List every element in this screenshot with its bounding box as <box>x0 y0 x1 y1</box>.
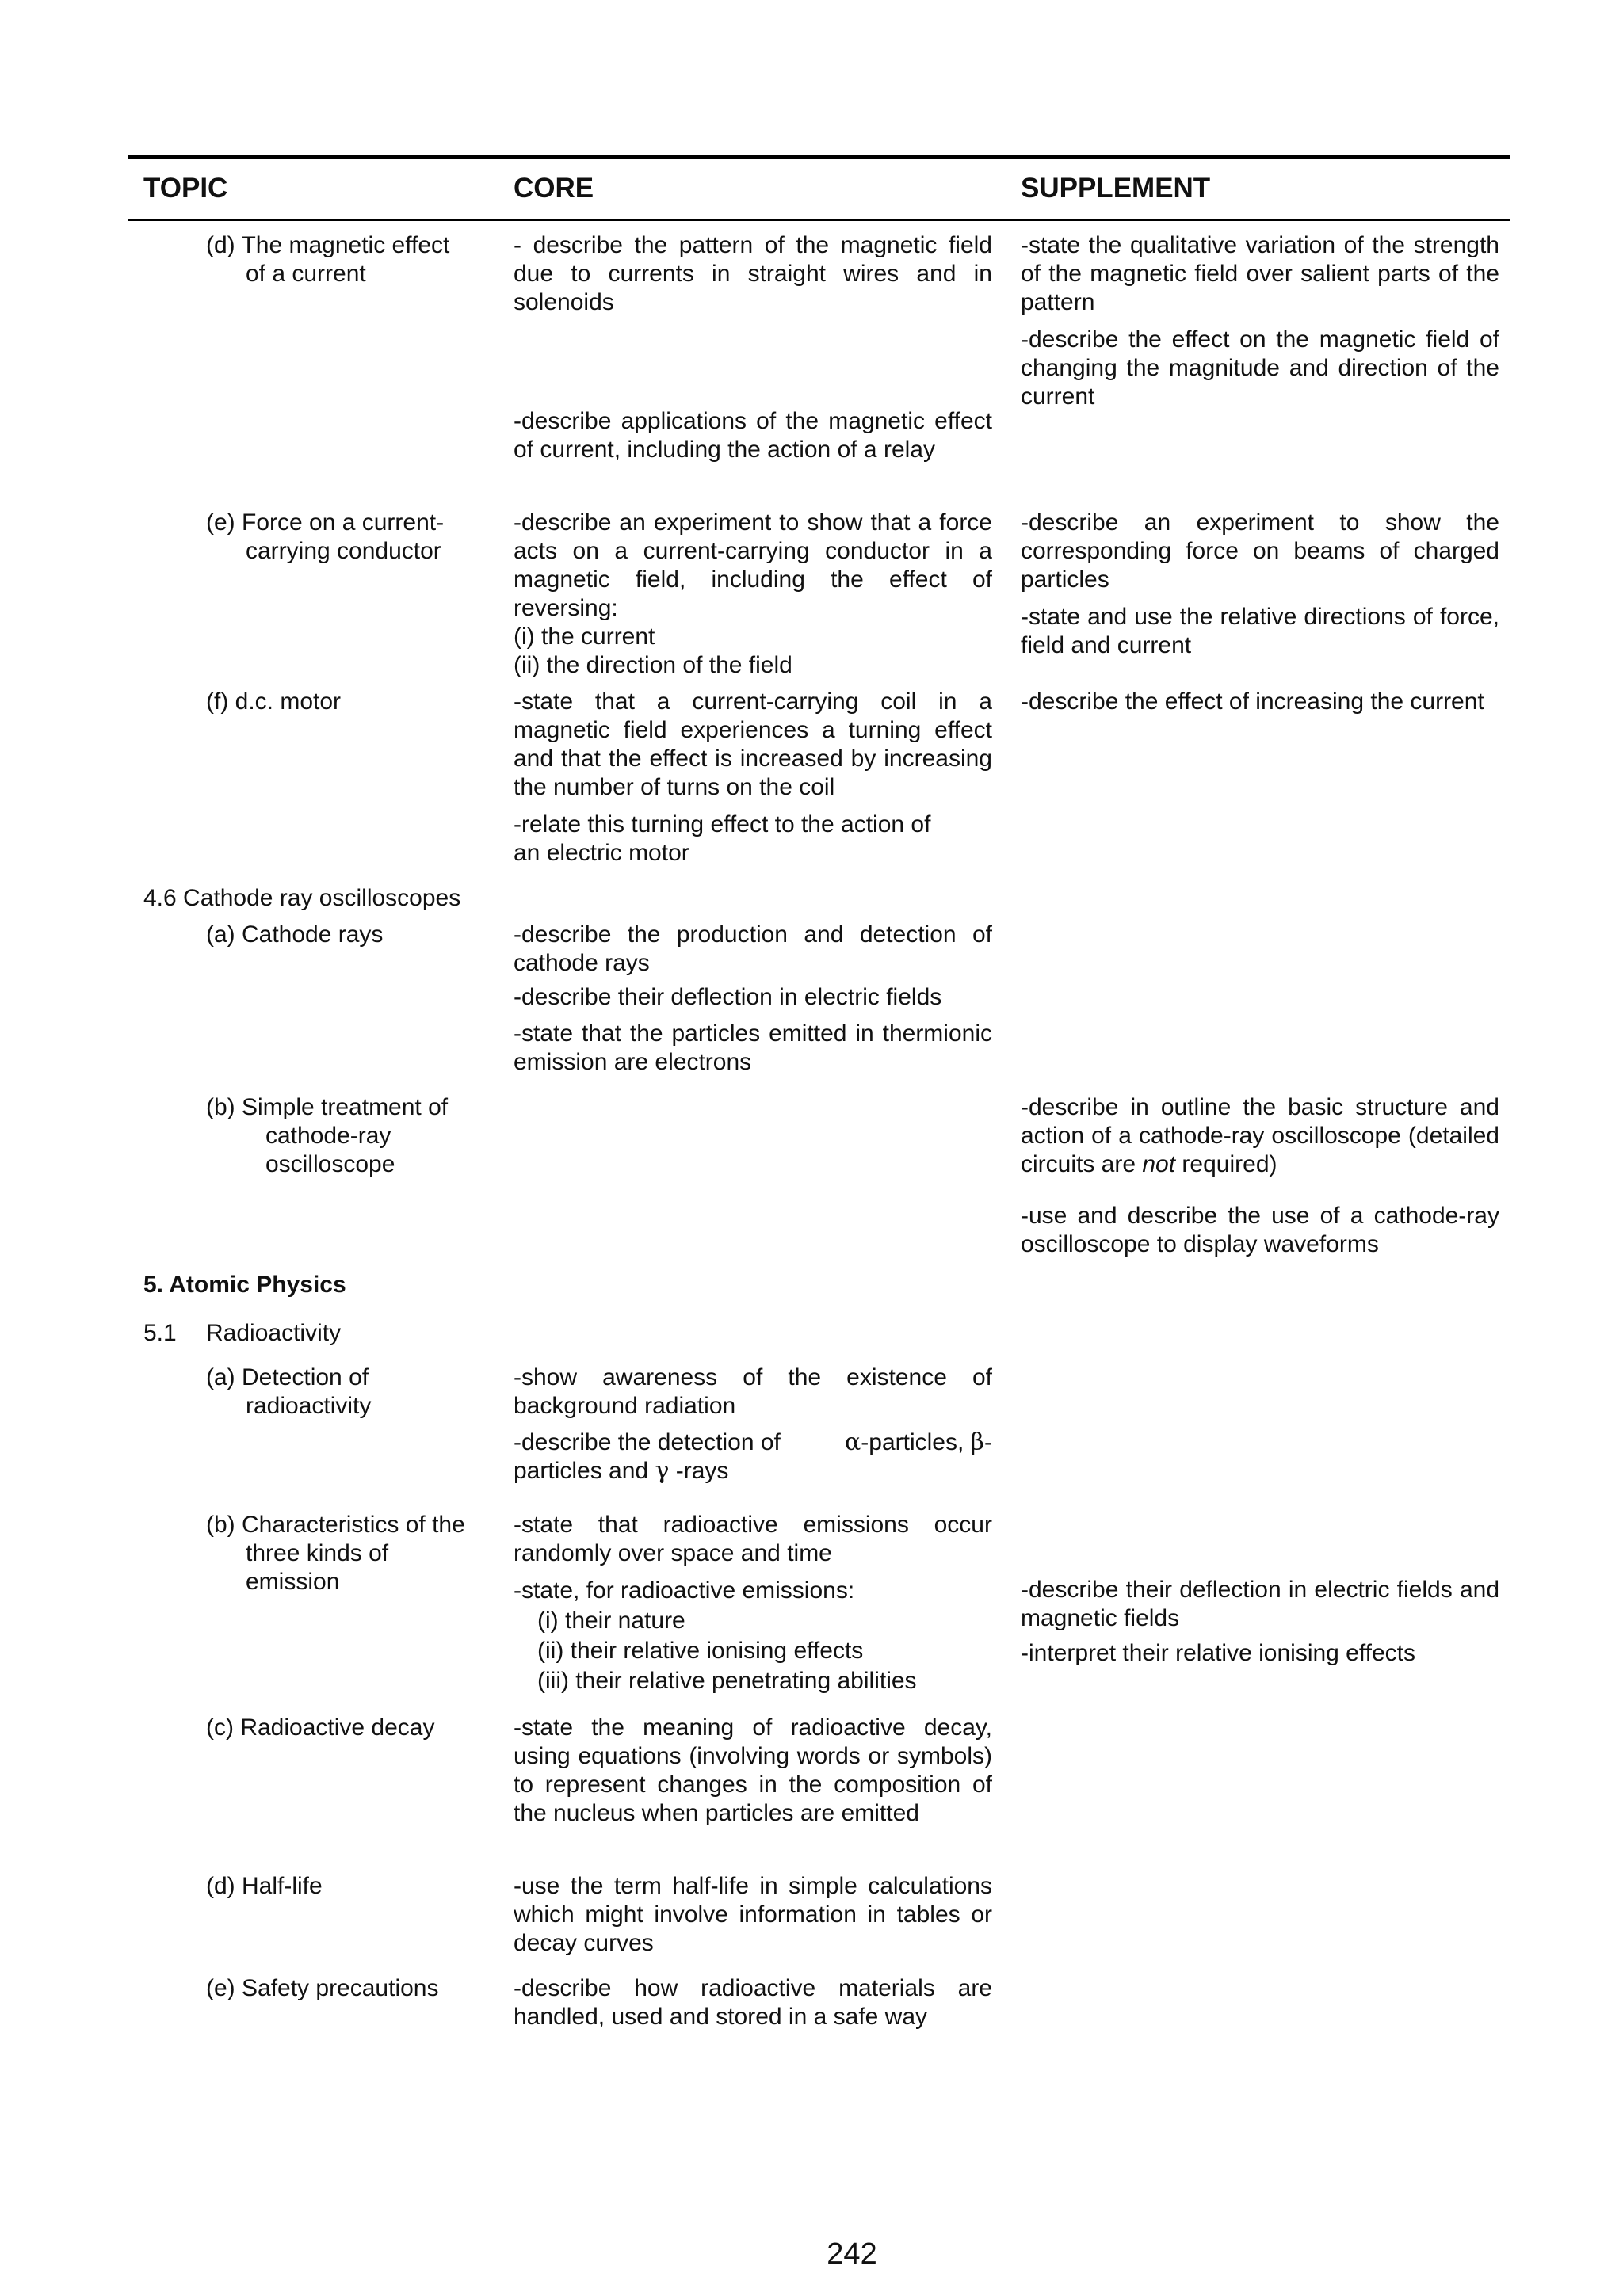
topic-detection-radioactivity: (a) Detection of radioactivity <box>206 1364 372 1419</box>
core-background-radiation: -show awareness of the existence of background radiation <box>514 1364 992 1419</box>
header-core: CORE <box>514 173 594 204</box>
core-detection-particles: -describe the detection of α-particles, β- particles and γ -rays <box>514 1428 992 1485</box>
core-production-detection: -describe the production and detection of cathode rays <box>514 921 992 976</box>
core-random-emissions: -state that radioactive emissions occur randomly over space and time <box>514 1512 992 1566</box>
topic-simple-treatment-cro: (b) Simple treatment of cathode-ray oscilloscope <box>206 1094 449 1177</box>
supp-cro-structure: -describe in outline the basic structure and action of a cathode-ray oscilloscope (detailed circuits are not required) <box>1021 1094 1499 1177</box>
core-turning-effect: -state that a current-carrying coil in a magnetic field experiences a turning effect and that the effect is increased by increasing the number of turns on the coil <box>514 688 992 800</box>
table-top-rule <box>128 155 1510 159</box>
supp-force-on-beams: -describe an experiment to show the corresponding force on beams of charged particles <box>1021 509 1499 593</box>
supp-relative-directions: -state and use the relative directions of force, field and current <box>1021 604 1499 658</box>
topic-dc-motor: (f) d.c. motor <box>206 688 342 715</box>
topic-characteristics: (b) Characteristics of the three kinds of emission <box>206 1512 465 1595</box>
topic-force-on-conductor: (e) Force on a current- carrying conductor <box>206 509 445 564</box>
topic-magnetic-effect: (d) The magnetic effect of a current <box>206 232 450 287</box>
supp-field-strength-variation: -state the qualitative variation of the strength of the magnetic field over salient parts of the pattern <box>1021 232 1499 315</box>
header-supplement: SUPPLEMENT <box>1021 173 1211 204</box>
supp-increasing-current: -describe the effect of increasing the current <box>1021 688 1484 715</box>
supp-deflection-fields: -describe their deflection in electric fields and magnetic fields <box>1021 1577 1499 1631</box>
core-thermionic-electrons: -state that the particles emitted in thermionic emission are electrons <box>514 1020 992 1075</box>
section-number-5-1: 5.1 <box>143 1320 177 1346</box>
topic-cathode-rays: (a) Cathode rays <box>206 921 384 948</box>
core-radioactive-decay: -state the meaning of radioactive decay, using equations (involving words or symbols) to represent changes in the composition of the nucleus when particles are emitted <box>514 1714 992 1826</box>
section-cathode-ray-oscilloscopes: 4.6 Cathode ray oscilloscopes <box>143 885 461 911</box>
core-half-life: -use the term half-life in simple calculations which might involve information in tables or decay curves <box>514 1873 992 1956</box>
core-magnetic-field-pattern: - describe the pattern of the magnetic field due to currents in straight wires and in solenoids <box>514 232 992 315</box>
supp-effect-changing-current: -describe the effect on the magnetic field of changing the magnitude and direction of the current <box>1021 326 1499 410</box>
core-force-experiment: -describe an experiment to show that a force acts on a current-carrying conductor in a magnetic field, including the effect of reversing: (i) the current (ii) the direction of the field <box>514 509 992 678</box>
topic-radioactive-decay: (c) Radioactive decay <box>206 1714 435 1741</box>
core-emission-properties: -state, for radioactive emissions: (i) their nature (ii) their relative ionising effects (iii) their relative penetrating abilities <box>514 1577 917 1694</box>
section-radioactivity: Radioactivity <box>206 1320 342 1346</box>
topic-half-life: (d) Half-life <box>206 1873 323 1899</box>
supp-ionising-effects: -interpret their relative ionising effects <box>1021 1640 1416 1666</box>
page-number: 242 <box>827 2237 877 2271</box>
core-deflection-electric: -describe their deflection in electric fields <box>514 984 942 1010</box>
section-atomic-physics: 5. Atomic Physics <box>143 1272 346 1298</box>
supp-cro-waveforms: -use and describe the use of a cathode-ray oscilloscope to display waveforms <box>1021 1203 1499 1257</box>
header-bottom-rule <box>128 219 1510 221</box>
core-magnetic-applications: -describe applications of the magnetic effect of current, including the action of a relay <box>514 408 992 463</box>
topic-safety-precautions: (e) Safety precautions <box>206 1975 439 2001</box>
core-safety-handling: -describe how radioactive materials are handled, used and stored in a safe way <box>514 1975 992 2030</box>
header-topic: TOPIC <box>143 173 228 204</box>
core-electric-motor: -relate this turning effect to the action of an electric motor <box>514 811 931 866</box>
